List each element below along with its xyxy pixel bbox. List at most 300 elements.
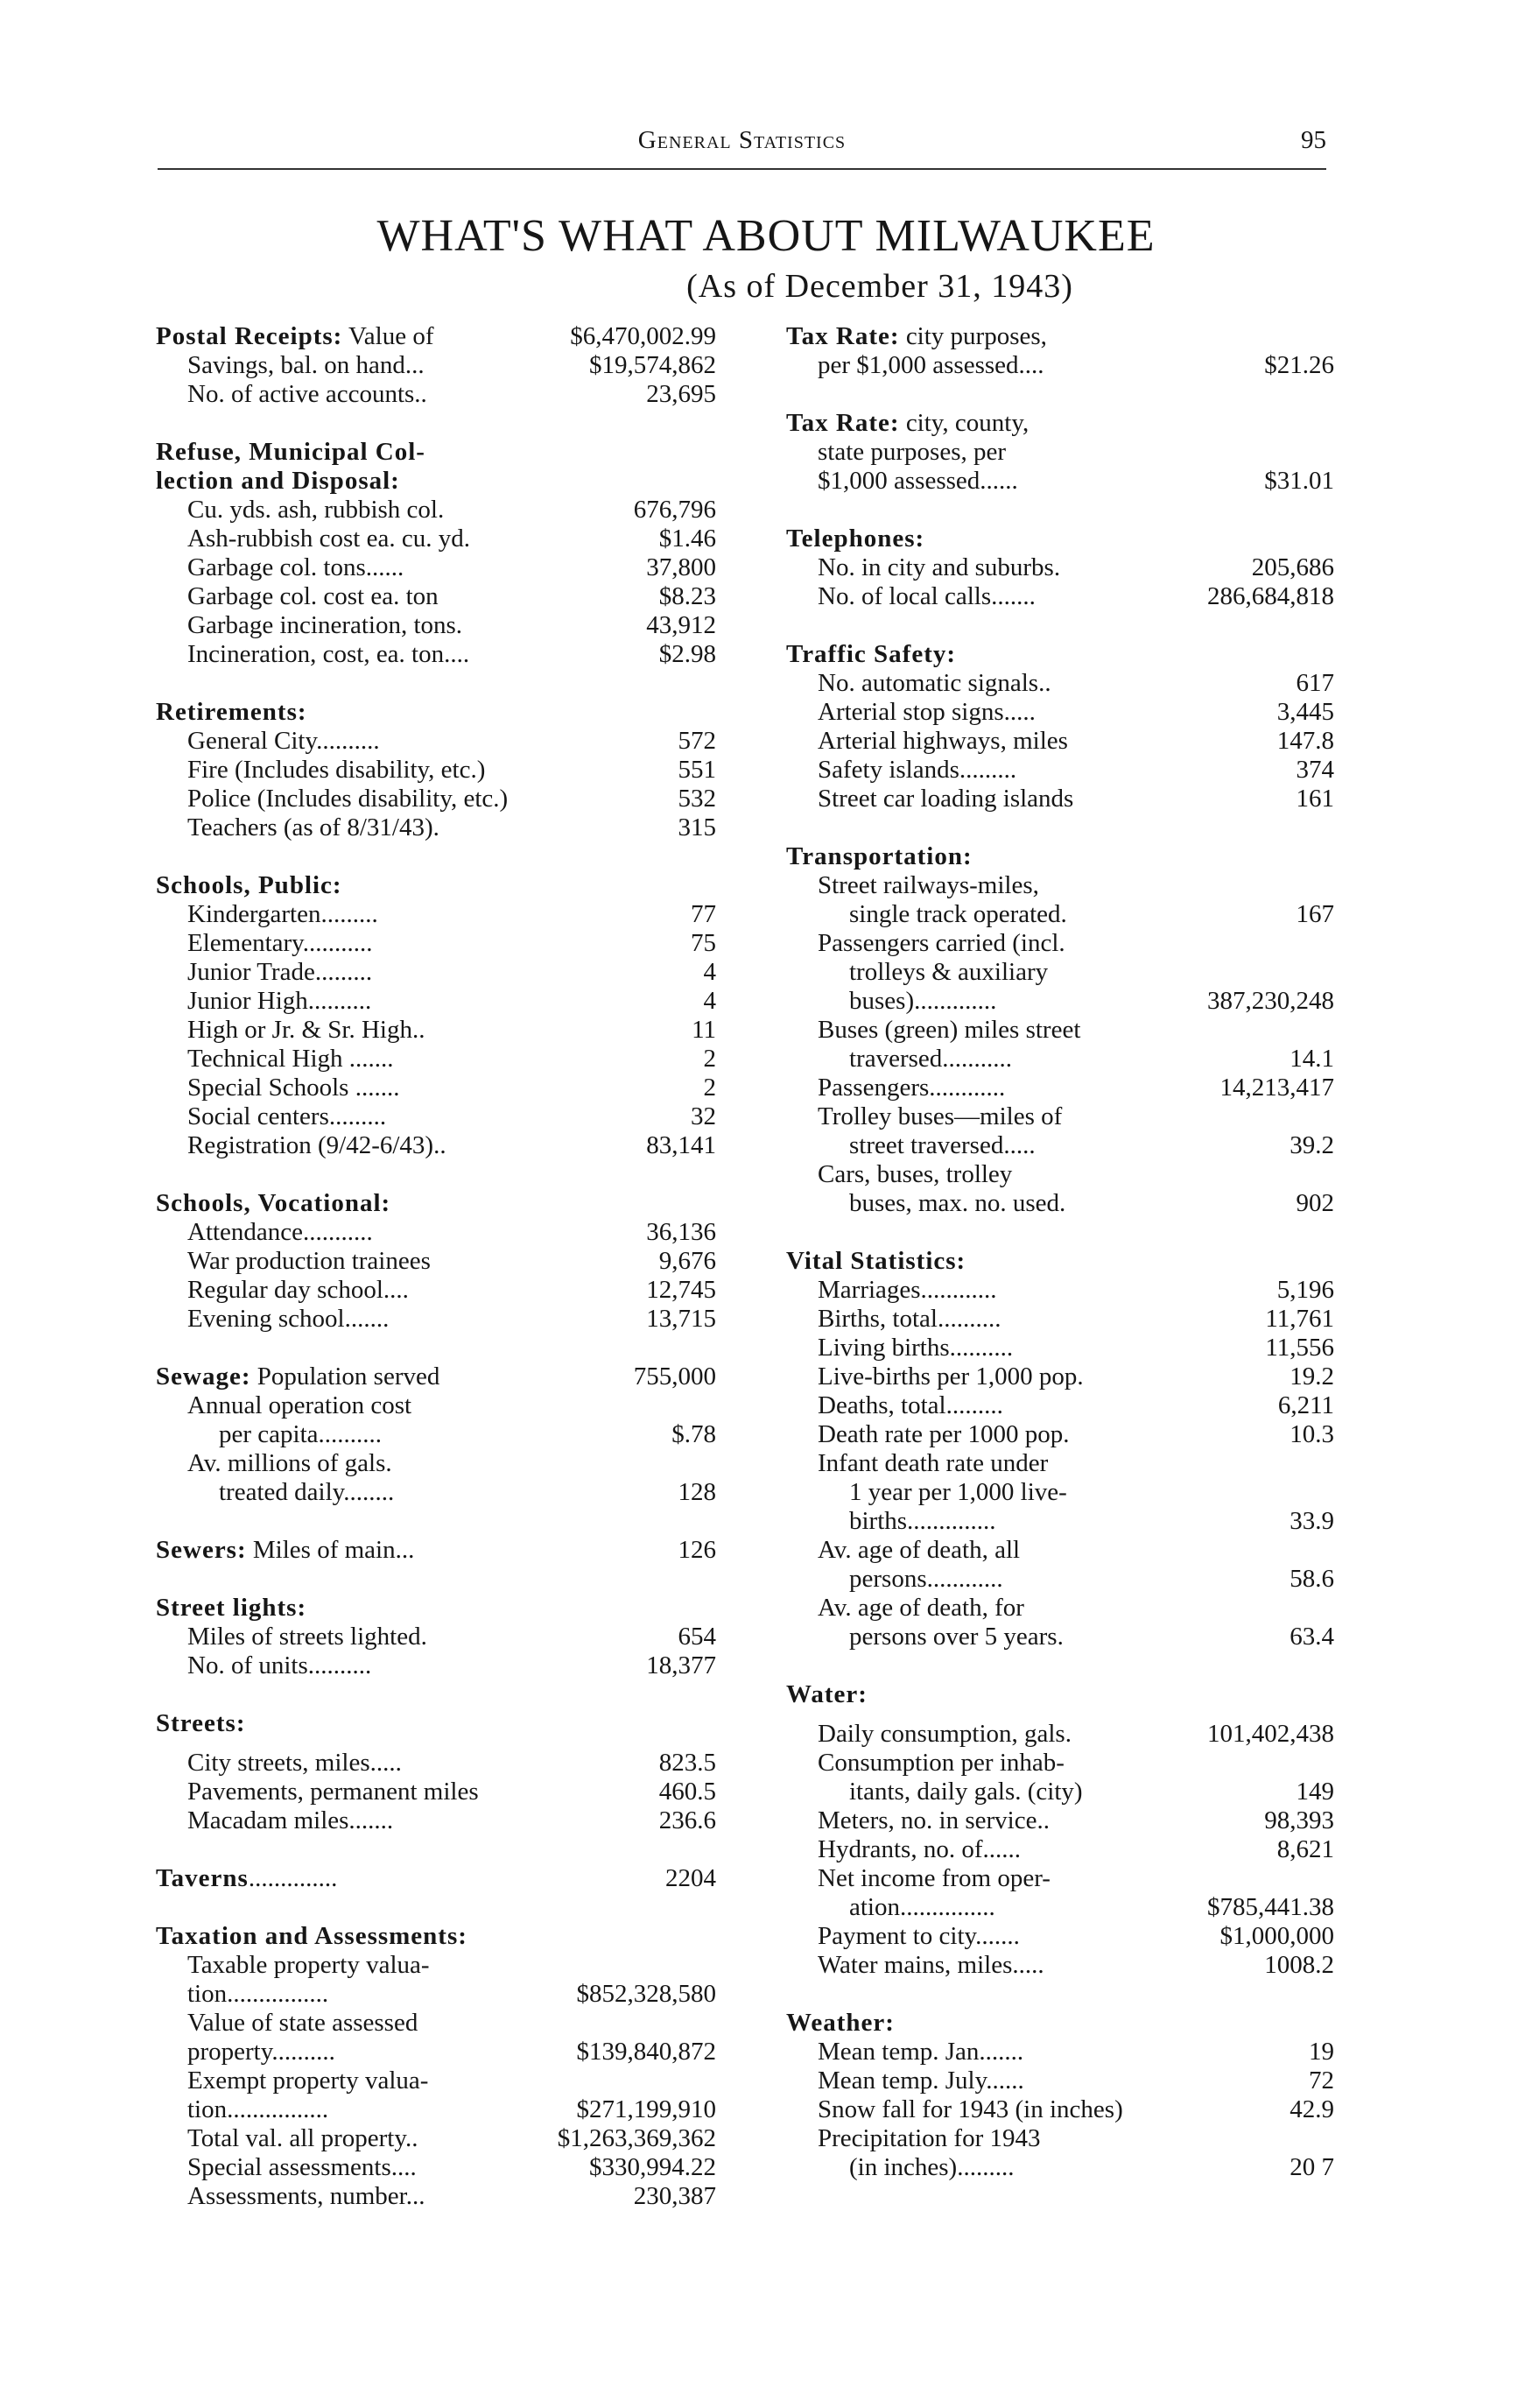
data-row xyxy=(786,1536,1334,1565)
row-label: ation............... xyxy=(849,1893,995,1921)
data-row xyxy=(786,1074,1334,1102)
row-value: 98,393 xyxy=(1264,1806,1334,1834)
data-row xyxy=(786,1864,1334,1893)
row-label: Garbage col. cost ea. ton xyxy=(187,582,439,610)
row-label: Social centers......... xyxy=(187,1102,387,1130)
data-row xyxy=(156,2095,716,2124)
row-value: 2 xyxy=(703,1045,716,1073)
data-row xyxy=(786,1623,1334,1651)
row-value: $271,199,910 xyxy=(576,2095,716,2123)
schools-public-heading: Schools, Public: xyxy=(156,871,342,899)
row-value: $1.46 xyxy=(658,525,716,553)
sewers-value: 126 xyxy=(678,1536,716,1564)
right-column xyxy=(786,322,1334,2211)
row-value: $330,994.22 xyxy=(589,2153,716,2181)
row-value: 676,796 xyxy=(633,496,716,524)
row-label: Passengers............ xyxy=(818,1074,1006,1102)
row-value: 205,686 xyxy=(1251,553,1334,581)
data-row xyxy=(786,2124,1334,2153)
data-row xyxy=(786,756,1334,785)
postal-heading-row xyxy=(156,322,716,351)
row-label: Water mains, miles..... xyxy=(818,1951,1044,1979)
row-label: Cars, buses, trolley xyxy=(818,1160,1013,1188)
postal-heading-rest: Value of xyxy=(342,322,434,350)
row-label: Av. age of death, for xyxy=(818,1594,1024,1622)
row-value: 147.8 xyxy=(1276,727,1334,755)
postal-section xyxy=(156,322,716,409)
row-value: 14,213,417 xyxy=(1219,1074,1334,1102)
postal-value: $6,470,002.99 xyxy=(570,322,716,350)
row-label: (in inches)......... xyxy=(849,2153,1015,2181)
transportation-section xyxy=(786,842,1334,1218)
row-label: traversed........... xyxy=(849,1045,1013,1073)
row-value: 6,211 xyxy=(1277,1391,1334,1419)
row-value: 167 xyxy=(1296,900,1334,928)
row-value: 77 xyxy=(691,900,716,928)
row-label: Snow fall for 1943 (in inches) xyxy=(818,2095,1123,2123)
row-label: No. of units.......... xyxy=(187,1651,372,1679)
data-row xyxy=(156,2124,716,2153)
row-value: 42.9 xyxy=(1290,2095,1334,2123)
row-value: 4 xyxy=(703,958,716,986)
data-row xyxy=(156,611,716,640)
row-label: Live-births per 1,000 pop. xyxy=(818,1362,1084,1391)
row-value: $139,840,872 xyxy=(576,2038,716,2066)
row-value: 3,445 xyxy=(1276,698,1334,726)
row-value: $852,328,580 xyxy=(576,1980,716,2008)
tax-rate-city-heading-row xyxy=(786,322,1334,351)
row-value: 75 xyxy=(691,929,716,957)
row-label: Garbage col. tons...... xyxy=(187,553,404,581)
data-row xyxy=(156,1651,716,1680)
row-label: Safety islands......... xyxy=(818,756,1017,784)
tax-rate-county-heading-rest: city, county, xyxy=(899,409,1030,437)
data-row xyxy=(786,438,1334,467)
row-label: Street railways-miles, xyxy=(818,871,1039,899)
data-row xyxy=(786,1131,1334,1160)
data-row xyxy=(156,582,716,611)
row-label: Annual operation cost xyxy=(187,1391,412,1419)
row-label: Incineration, cost, ea. ton.... xyxy=(187,640,470,668)
data-row xyxy=(156,1806,716,1835)
weather-heading: Weather: xyxy=(786,2009,895,2037)
row-label: Trolley buses—miles of xyxy=(818,1102,1063,1130)
row-label: Mean temp. Jan....... xyxy=(818,2038,1024,2066)
data-row xyxy=(786,1102,1334,1131)
data-row xyxy=(156,1980,716,2009)
row-label: Savings, bal. on hand... xyxy=(187,351,425,379)
tax-rate-county-heading-row xyxy=(786,409,1334,438)
row-label: Macadam miles....... xyxy=(187,1806,394,1834)
data-row xyxy=(786,1922,1334,1951)
row-value: 128 xyxy=(678,1478,716,1506)
row-label: Living births.......... xyxy=(818,1334,1014,1362)
row-value: 10.3 xyxy=(1290,1420,1334,1448)
row-label: No. of active accounts.. xyxy=(187,380,427,408)
row-label: Av. age of death, all xyxy=(818,1536,1021,1564)
row-label: trolleys & auxiliary xyxy=(849,958,1049,986)
row-value: 5,196 xyxy=(1276,1276,1334,1304)
row-label: Cu. yds. ash, rubbish col. xyxy=(187,496,445,524)
traffic-section xyxy=(786,640,1334,813)
row-value: 9,676 xyxy=(658,1247,716,1275)
data-row xyxy=(786,553,1334,582)
row-label: Arterial highways, miles xyxy=(818,727,1068,755)
data-row xyxy=(156,2153,716,2182)
row-value: $.78 xyxy=(671,1420,716,1448)
data-row xyxy=(786,2095,1334,2124)
data-row xyxy=(786,785,1334,813)
data-row xyxy=(156,1074,716,1102)
row-value: 20 7 xyxy=(1290,2153,1334,2181)
data-row xyxy=(786,1720,1334,1749)
row-value: 32 xyxy=(691,1102,716,1130)
data-row xyxy=(156,553,716,582)
refuse-heading-line1: Refuse, Municipal Col- xyxy=(156,438,425,466)
row-label: Buses (green) miles street xyxy=(818,1016,1081,1044)
row-label: Teachers (as of 8/31/43). xyxy=(187,813,439,841)
row-label: City streets, miles..... xyxy=(187,1749,402,1777)
tax-rate-city-heading-text xyxy=(786,322,1150,351)
row-label: Marriages............ xyxy=(818,1276,997,1304)
row-label: Payment to city....... xyxy=(818,1922,1020,1950)
data-row xyxy=(786,1391,1334,1420)
data-row xyxy=(786,1305,1334,1334)
streets-section xyxy=(156,1709,716,1835)
row-label: Kindergarten......... xyxy=(187,900,378,928)
row-value: 101,402,438 xyxy=(1207,1720,1334,1748)
data-row xyxy=(156,2182,716,2211)
data-row xyxy=(156,2038,716,2067)
row-value: 149 xyxy=(1296,1778,1334,1806)
row-label: Total val. all property.. xyxy=(187,2124,418,2152)
data-row xyxy=(786,958,1334,987)
row-value: $1,263,369,362 xyxy=(557,2124,716,2152)
row-label: itants, daily gals. (city) xyxy=(849,1778,1083,1806)
retirements-section xyxy=(156,698,716,842)
data-row xyxy=(156,987,716,1016)
row-label: Arterial stop signs..... xyxy=(818,698,1036,726)
data-row xyxy=(786,1334,1334,1362)
row-value: $21.26 xyxy=(1264,351,1334,379)
row-label: Consumption per inhab- xyxy=(818,1749,1065,1777)
row-value: 33.9 xyxy=(1290,1507,1334,1535)
sewers-section xyxy=(156,1536,716,1565)
data-row xyxy=(786,1749,1334,1778)
left-column xyxy=(156,322,716,2240)
row-label: buses, max. no. used. xyxy=(849,1189,1066,1217)
row-label: Deaths, total......... xyxy=(818,1391,1003,1419)
row-label: Pavements, permanent miles xyxy=(187,1778,479,1806)
row-label: persons............ xyxy=(849,1565,1003,1593)
row-label: births.............. xyxy=(849,1507,996,1535)
data-row xyxy=(156,525,716,553)
row-value: 39.2 xyxy=(1290,1131,1334,1159)
row-label: Mean temp. July...... xyxy=(818,2067,1024,2095)
vital-statistics-section xyxy=(786,1247,1334,1651)
row-value: 13,715 xyxy=(646,1305,716,1333)
sewage-population-value: 755,000 xyxy=(633,1362,716,1391)
row-value: 11 xyxy=(692,1016,716,1044)
row-value: 83,141 xyxy=(646,1131,716,1159)
row-value: 374 xyxy=(1296,756,1334,784)
row-label: per $1,000 assessed.... xyxy=(818,351,1044,379)
data-row xyxy=(156,813,716,842)
spacer xyxy=(156,1738,716,1749)
data-row xyxy=(786,1951,1334,1980)
data-row xyxy=(786,2067,1334,2095)
data-row xyxy=(156,496,716,525)
row-label: High or Jr. & Sr. High.. xyxy=(187,1016,425,1044)
row-label: street traversed..... xyxy=(849,1131,1036,1159)
row-value: 315 xyxy=(678,813,716,841)
row-label: single track operated. xyxy=(849,900,1067,928)
data-row xyxy=(786,1016,1334,1045)
row-value: 63.4 xyxy=(1290,1623,1334,1651)
row-label: Death rate per 1000 pop. xyxy=(818,1420,1070,1448)
data-row xyxy=(156,1420,716,1449)
data-row xyxy=(786,1189,1334,1218)
data-row xyxy=(156,640,716,669)
data-row xyxy=(786,929,1334,958)
row-label: Registration (9/42-6/43).. xyxy=(187,1131,446,1159)
row-label: Attendance........... xyxy=(187,1218,373,1246)
row-value: 387,230,248 xyxy=(1207,987,1334,1015)
data-row xyxy=(156,2009,716,2038)
street-lights-section xyxy=(156,1594,716,1680)
data-row xyxy=(786,2038,1334,2067)
taverns-heading-text xyxy=(156,1864,515,1893)
row-label: state purposes, per xyxy=(818,438,1007,466)
data-row xyxy=(156,2067,716,2095)
row-value: 902 xyxy=(1296,1189,1334,1217)
sewage-heading-rest: Population served xyxy=(250,1362,440,1391)
tax-rate-city-section xyxy=(786,322,1334,380)
sewage-section xyxy=(156,1362,716,1507)
row-value: 1008.2 xyxy=(1264,1951,1334,1979)
data-row xyxy=(156,958,716,987)
data-row xyxy=(156,1045,716,1074)
spacer xyxy=(786,1709,1334,1720)
row-label: tion................ xyxy=(187,1980,329,2008)
data-row xyxy=(786,669,1334,698)
taverns-section xyxy=(156,1864,716,1893)
traffic-heading: Traffic Safety: xyxy=(786,640,957,668)
tax-rate-county-heading-text xyxy=(786,409,1150,438)
transportation-heading: Transportation: xyxy=(786,842,973,870)
row-label: Miles of streets lighted. xyxy=(187,1623,427,1651)
data-row xyxy=(156,1305,716,1334)
row-value: 18,377 xyxy=(646,1651,716,1679)
taverns-value: 2204 xyxy=(665,1864,716,1892)
row-label: Assessments, number... xyxy=(187,2182,425,2210)
row-value: 2 xyxy=(703,1074,716,1102)
data-row xyxy=(786,987,1334,1016)
row-label: No. in city and suburbs. xyxy=(818,553,1061,581)
data-row xyxy=(786,1594,1334,1623)
data-row xyxy=(786,1420,1334,1449)
refuse-section xyxy=(156,438,716,669)
row-value: 72 xyxy=(1309,2067,1334,2095)
vital-statistics-heading: Vital Statistics: xyxy=(786,1247,966,1275)
data-row xyxy=(786,1449,1334,1478)
data-row xyxy=(786,351,1334,380)
row-label: Junior Trade......... xyxy=(187,958,373,986)
row-value: $8.23 xyxy=(658,582,716,610)
data-row xyxy=(786,1565,1334,1594)
taverns-heading-row xyxy=(156,1864,716,1893)
sewers-heading-row xyxy=(156,1536,716,1565)
row-value: 532 xyxy=(678,785,716,813)
row-label: Junior High.......... xyxy=(187,987,372,1015)
row-label: $1,000 assessed...... xyxy=(818,467,1018,495)
row-label: Taxable property valua- xyxy=(187,1951,430,1979)
row-value: 36,136 xyxy=(646,1218,716,1246)
row-label: Police (Includes disability, etc.) xyxy=(187,785,509,813)
row-value: 286,684,818 xyxy=(1207,582,1334,610)
data-row xyxy=(156,1247,716,1276)
water-section xyxy=(786,1680,1334,1980)
data-row xyxy=(156,900,716,929)
data-row xyxy=(156,1951,716,1980)
row-value: 236.6 xyxy=(658,1806,716,1834)
taverns-leader: .............. xyxy=(248,1864,338,1892)
row-label: Technical High ....... xyxy=(187,1045,394,1073)
data-row xyxy=(156,929,716,958)
row-label: Net income from oper- xyxy=(818,1864,1051,1892)
row-value: 230,387 xyxy=(633,2182,716,2210)
row-label: 1 year per 1,000 live- xyxy=(849,1478,1067,1506)
street-lights-heading: Street lights: xyxy=(156,1594,307,1622)
row-label: Regular day school.... xyxy=(187,1276,409,1304)
row-value: 4 xyxy=(703,987,716,1015)
row-label: Evening school....... xyxy=(187,1305,390,1333)
data-row xyxy=(786,1045,1334,1074)
data-row xyxy=(156,727,716,756)
sewage-heading: Sewage: xyxy=(156,1362,251,1391)
data-row xyxy=(786,1276,1334,1305)
row-label: Infant death rate under xyxy=(818,1449,1049,1477)
data-row xyxy=(786,1507,1334,1536)
data-row xyxy=(156,1218,716,1247)
taxation-section xyxy=(156,1922,716,2211)
page-title: WHAT'S WHAT ABOUT MILWAUKEE xyxy=(376,211,1156,261)
schools-vocational-section xyxy=(156,1189,716,1334)
row-label: persons over 5 years. xyxy=(849,1623,1064,1651)
row-label: Special Schools ....... xyxy=(187,1074,400,1102)
row-value: 460.5 xyxy=(658,1778,716,1806)
telephones-section xyxy=(786,525,1334,611)
water-heading: Water: xyxy=(786,1680,868,1708)
row-label: buses)............. xyxy=(849,987,997,1015)
row-label: tion................ xyxy=(187,2095,329,2123)
row-value: 11,556 xyxy=(1265,1334,1334,1362)
sewage-heading-row xyxy=(156,1362,716,1391)
row-value: 823.5 xyxy=(658,1749,716,1777)
page-number: 95 xyxy=(1301,126,1326,154)
row-value: 19.2 xyxy=(1290,1362,1334,1391)
data-row xyxy=(156,380,716,409)
data-row xyxy=(156,1449,716,1478)
schools-vocational-heading: Schools, Vocational: xyxy=(156,1189,391,1217)
data-row xyxy=(786,1835,1334,1864)
data-row xyxy=(786,1160,1334,1189)
data-row xyxy=(156,351,716,380)
data-row xyxy=(156,1749,716,1778)
row-value: 19 xyxy=(1309,2038,1334,2066)
row-label: Av. millions of gals. xyxy=(187,1449,392,1477)
running-title: General Statistics xyxy=(637,126,847,154)
row-label: General City.......... xyxy=(187,727,380,755)
row-label: property.......... xyxy=(187,2038,335,2066)
row-label: Precipitation for 1943 xyxy=(818,2124,1041,2152)
data-row xyxy=(156,785,716,813)
taverns-heading: Taverns xyxy=(156,1864,249,1892)
row-label: Value of state assessed xyxy=(187,2009,418,2037)
row-value: $1,000,000 xyxy=(1219,1922,1334,1950)
postal-heading: Postal Receipts: xyxy=(156,322,343,350)
row-value: 11,761 xyxy=(1265,1305,1334,1333)
data-row xyxy=(786,2153,1334,2182)
data-row xyxy=(156,1276,716,1305)
data-row xyxy=(786,727,1334,756)
row-value: 8,621 xyxy=(1276,1835,1334,1863)
row-value: $19,574,862 xyxy=(589,351,716,379)
postal-heading-text xyxy=(156,322,515,351)
weather-section xyxy=(786,2009,1334,2182)
tax-rate-county-section xyxy=(786,409,1334,496)
sewers-heading-text xyxy=(156,1536,515,1565)
data-row xyxy=(156,756,716,785)
row-label: Special assessments.... xyxy=(187,2153,417,2181)
row-label: Hydrants, no. of...... xyxy=(818,1835,1021,1863)
row-label: Elementary........... xyxy=(187,929,373,957)
sewers-heading: Sewers: xyxy=(156,1536,247,1564)
row-label: Ash-rubbish cost ea. cu. yd. xyxy=(187,525,470,553)
tax-rate-county-heading: Tax Rate: xyxy=(786,409,900,437)
tax-rate-city-heading: Tax Rate: xyxy=(786,322,900,350)
data-row xyxy=(156,1131,716,1160)
row-value: 58.6 xyxy=(1290,1565,1334,1593)
row-label: treated daily........ xyxy=(219,1478,395,1506)
row-label: Garbage incineration, tons. xyxy=(187,611,463,639)
data-row xyxy=(156,1391,716,1420)
tax-rate-city-heading-rest: city purposes, xyxy=(899,322,1047,350)
data-row xyxy=(156,1478,716,1507)
data-row xyxy=(156,1623,716,1651)
data-row xyxy=(786,1362,1334,1391)
data-row xyxy=(786,1778,1334,1806)
data-row xyxy=(786,698,1334,727)
streets-heading: Streets: xyxy=(156,1709,246,1737)
row-label: Passengers carried (incl. xyxy=(818,929,1065,957)
row-value: 37,800 xyxy=(646,553,716,581)
running-head xyxy=(158,123,1326,170)
row-value: $785,441.38 xyxy=(1207,1893,1334,1921)
sewers-heading-rest: Miles of main... xyxy=(246,1536,415,1564)
row-label: Street car loading islands xyxy=(818,785,1074,813)
row-label: No. automatic signals.. xyxy=(818,669,1051,697)
row-value: 617 xyxy=(1296,669,1334,697)
data-row xyxy=(156,1778,716,1806)
row-label: Exempt property valua- xyxy=(187,2067,429,2095)
row-value: 12,745 xyxy=(646,1276,716,1304)
data-row xyxy=(786,1478,1334,1507)
data-row xyxy=(786,467,1334,496)
data-row xyxy=(156,1102,716,1131)
refuse-heading-line2: lection and Disposal: xyxy=(156,467,400,495)
row-value: $31.01 xyxy=(1264,467,1334,495)
